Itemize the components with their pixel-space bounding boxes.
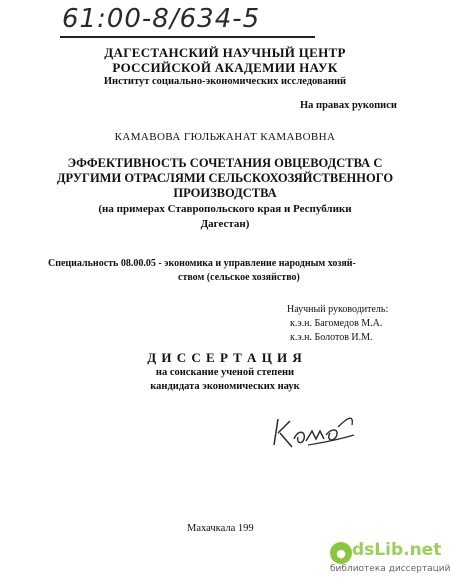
supervisor-label: Научный руководитель:	[287, 304, 389, 315]
specialty-line1: Специальность 08.00.05 - экономика и управление народным хозяй-	[48, 258, 356, 269]
supervisor-second: к.э.н. Болотов И.М.	[290, 332, 373, 343]
title-line3: ПРОИЗВОДСТВА	[173, 186, 277, 200]
dissertation-line2: кандидата экономических наук	[150, 381, 300, 392]
specialty-line2: ством (сельское хозяйство)	[178, 272, 300, 283]
handwritten-signature	[268, 405, 358, 455]
watermark	[330, 540, 450, 578]
author-name: КАМАВОВА ГЮЛЬЖАНАТ КАМАВОВНА	[114, 131, 336, 143]
title-line1: ЭФФЕКТИВНОСТЬ СОЧЕТАНИЯ ОВЦЕВОДСТВА С	[67, 156, 383, 170]
rights-note: На правах рукописи	[300, 100, 397, 111]
dissertation-line1: на соискание ученой степени	[155, 367, 295, 378]
header-institute: Институт социально-экономических исследований	[103, 76, 347, 87]
watermark-globe-icon: ●	[330, 542, 352, 564]
code-underline	[60, 36, 315, 38]
dissertation-heading: Д И С С Е Р Т А Ц И Я	[147, 350, 303, 365]
header-org-line2: РОССИЙСКОЙ АКАДЕМИИ НАУК	[112, 60, 338, 75]
city-year: Махачкала 199	[187, 523, 254, 534]
watermark-logo-text: dsLib.net	[352, 540, 442, 560]
title-line4: (на примерах Ставропольского края и Республики	[98, 203, 352, 215]
header-org-line1: ДАГЕСТАНСКИЙ НАУЧНЫЙ ЦЕНТР	[104, 45, 346, 60]
title-line5: Дагестан)	[200, 218, 250, 230]
title-line2: ДРУГИМИ ОТРАСЛЯМИ СЕЛЬСКОХОЗЯЙСТВЕННОГО	[56, 171, 394, 185]
handwritten-catalog-code: 61:00-8/634-5	[62, 4, 261, 34]
watermark-tagline: библиотека диссертаций	[330, 564, 450, 574]
supervisor-first: к.э.н. Багомедов М.А.	[290, 318, 383, 329]
